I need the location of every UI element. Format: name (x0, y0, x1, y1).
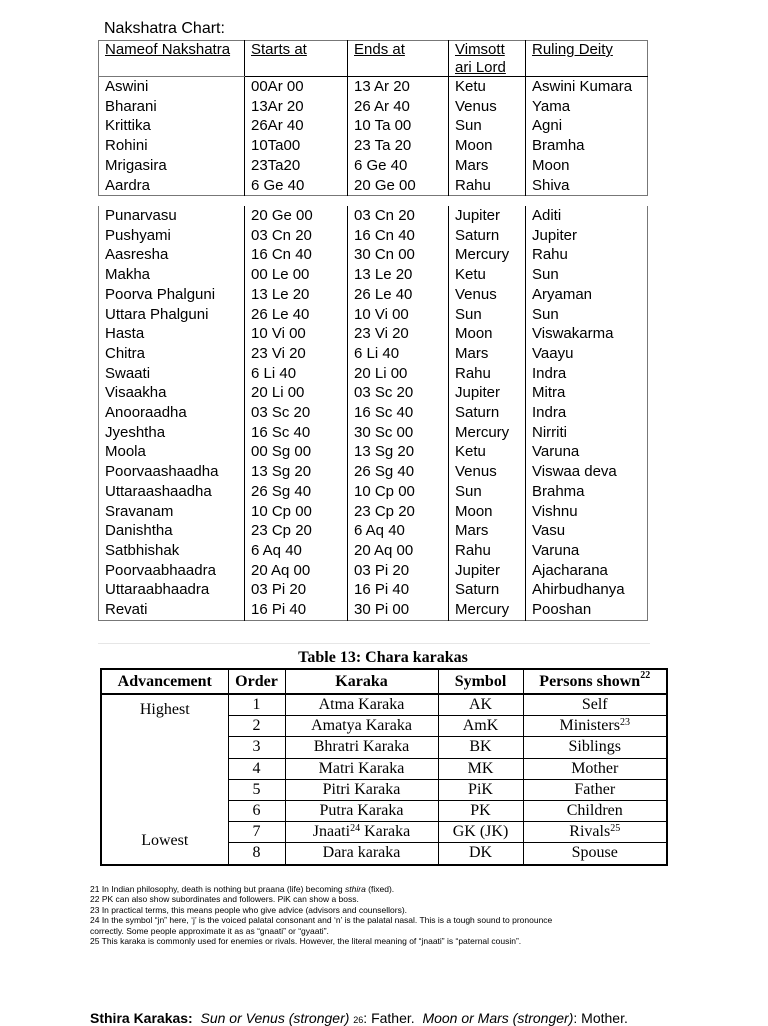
nakshatra-deity: Vishnu (526, 502, 648, 522)
karaka-name (285, 758, 438, 779)
karaka-person-text: Children (566, 802, 623, 820)
nakshatra-row (99, 265, 648, 285)
nakshatra-deity: Rahu (526, 245, 648, 265)
nakshatra-start: 23Ta20 (245, 156, 348, 176)
karaka-order: 1 (228, 694, 285, 716)
nakshatra-name: Bharani (99, 97, 245, 117)
advancement-cell (101, 694, 228, 865)
nakshatra-name: Uttaraabhaadra (99, 580, 245, 600)
nakshatra-name: Punarvasu (99, 206, 245, 226)
karaka-symbol: PK (438, 800, 523, 821)
advancement-range (102, 695, 228, 855)
karaka-name-text: Amatya Karaka (311, 717, 412, 735)
sthira-mother-condition: Moon or Mars (stronger) (422, 1010, 574, 1026)
nakshatra-row (99, 344, 648, 364)
karaka-person (523, 843, 667, 865)
footnote-23: 23 In practical terms, this means people who give advice (advisors and counsellors). (90, 904, 408, 915)
nakshatra-deity: Bramha (526, 136, 648, 156)
karaka-name (285, 822, 438, 843)
nakshatra-name: Danishtha (99, 521, 245, 541)
nakshatra-deity: Viswakarma (526, 324, 648, 344)
karaka-person-text: Self (581, 696, 608, 714)
nakshatra-row (99, 156, 648, 176)
nakshatra-end: 16 Sc 40 (348, 403, 449, 423)
karaka-person-text: Father (574, 780, 616, 798)
nakshatra-ruler: Sun (449, 482, 526, 502)
nakshatra-ruler: Mercury (449, 245, 526, 265)
nakshatra-start: 20 Ge 00 (245, 206, 348, 226)
nakshatra-start: 13 Sg 20 (245, 462, 348, 482)
nakshatra-start: 20 Aq 00 (245, 561, 348, 581)
nakshatra-deity: Vaayu (526, 344, 648, 364)
nakshatra-table-part-1 (98, 40, 648, 196)
karaka-person-text: Spouse (571, 844, 618, 862)
footnote-21-tail: (fixed). (365, 884, 395, 894)
karaka-header-row (101, 669, 667, 694)
header-order: Order (228, 669, 285, 694)
karaka-person-text: Ministers (559, 717, 620, 735)
karaka-name-text: Putra Karaka (319, 802, 404, 820)
nakshatra-ruler: Mercury (449, 423, 526, 443)
nakshatra-row (99, 541, 648, 561)
nakshatra-name: Satbhishak (99, 541, 245, 561)
nakshatra-deity: Sun (526, 305, 648, 325)
nakshatra-deity: Indra (526, 364, 648, 384)
nakshatra-name: Sravanam (99, 502, 245, 522)
nakshatra-row (99, 116, 648, 136)
nakshatra-ruler: Saturn (449, 226, 526, 246)
nakshatra-start: 00 Le 00 (245, 265, 348, 285)
nakshatra-name: Mrigasira (99, 156, 245, 176)
nakshatra-end: 10 Cp 00 (348, 482, 449, 502)
nakshatra-start: 03 Sc 20 (245, 403, 348, 423)
nakshatra-name: Uttara Phalguni (99, 305, 245, 325)
karaka-order: 2 (228, 716, 285, 737)
nakshatra-name: Poorvaabhaadra (99, 561, 245, 581)
karaka-symbol: PiK (438, 779, 523, 800)
nakshatra-row (99, 176, 648, 196)
nakshatra-end: 30 Sc 00 (348, 423, 449, 443)
nakshatra-row (99, 206, 648, 226)
nakshatra-name: Poorvaashaadha (99, 462, 245, 482)
nakshatra-ruler: Sun (449, 305, 526, 325)
karaka-name-tail: Karaka (360, 823, 411, 841)
karaka-symbol: DK (438, 843, 523, 865)
advancement-lowest: Lowest (141, 832, 189, 849)
nakshatra-name: Krittika (99, 116, 245, 136)
nakshatra-end: 6 Ge 40 (348, 156, 449, 176)
chara-karakas-table (100, 668, 668, 866)
karaka-symbol: BK (438, 737, 523, 758)
nakshatra-name: Aswini (99, 77, 245, 97)
footnote-21-text: 21 In Indian philosophy, death is nothing but praana (life) becoming (90, 884, 346, 894)
karaka-name-text: Atma Karaka (318, 696, 405, 714)
nakshatra-row (99, 462, 648, 482)
nakshatra-deity: Shiva (526, 176, 648, 196)
nakshatra-end: 10 Vi 00 (348, 305, 449, 325)
footnote-24-continued: correctly. Some people approximate it as as “gnaati” or “gyaati”. (90, 925, 329, 936)
nakshatra-ruler: Rahu (449, 364, 526, 384)
nakshatra-name: Jyeshtha (99, 423, 245, 443)
nakshatra-end: 16 Cn 40 (348, 226, 449, 246)
header-ends-at: Ends at (348, 41, 449, 77)
nakshatra-name: Makha (99, 265, 245, 285)
nakshatra-start: 10Ta00 (245, 136, 348, 156)
nakshatra-ruler: Venus (449, 285, 526, 305)
nakshatra-start: 6 Ge 40 (245, 176, 348, 196)
nakshatra-end: 23 Ta 20 (348, 136, 449, 156)
nakshatra-name: Rohini (99, 136, 245, 156)
nakshatra-end: 16 Pi 40 (348, 580, 449, 600)
chara-karakas-title: Table 13: Chara karakas (298, 649, 468, 666)
karaka-symbol: GK (JK) (438, 822, 523, 843)
nakshatra-ruler: Ketu (449, 77, 526, 97)
nakshatra-row (99, 442, 648, 462)
footnote-ref: 25 (610, 823, 621, 835)
nakshatra-end: 26 Sg 40 (348, 462, 449, 482)
nakshatra-row (99, 600, 648, 620)
nakshatra-start: 00 Sg 00 (245, 442, 348, 462)
nakshatra-name: Hasta (99, 324, 245, 344)
nakshatra-row (99, 561, 648, 581)
nakshatra-name: Poorva Phalguni (99, 285, 245, 305)
nakshatra-row (99, 482, 648, 502)
nakshatra-row (99, 97, 648, 117)
karaka-row (101, 694, 667, 716)
karaka-name (285, 800, 438, 821)
nakshatra-start: 10 Cp 00 (245, 502, 348, 522)
karaka-symbol: MK (438, 758, 523, 779)
nakshatra-start: 26 Le 40 (245, 305, 348, 325)
nakshatra-deity: Brahma (526, 482, 648, 502)
nakshatra-ruler: Venus (449, 462, 526, 482)
nakshatra-ruler: Moon (449, 502, 526, 522)
nakshatra-end: 03 Sc 20 (348, 383, 449, 403)
nakshatra-start: 10 Vi 00 (245, 324, 348, 344)
karaka-name-text: Jnaati (312, 823, 351, 841)
nakshatra-ruler: Saturn (449, 580, 526, 600)
karaka-name (285, 737, 438, 758)
nakshatra-ruler: Moon (449, 324, 526, 344)
nakshatra-name: Uttaraashaadha (99, 482, 245, 502)
section-divider (98, 643, 650, 644)
nakshatra-row (99, 580, 648, 600)
karaka-name-text: Pitri Karaka (322, 780, 401, 798)
nakshatra-deity: Varuna (526, 541, 648, 561)
nakshatra-ruler: Venus (449, 97, 526, 117)
header-persons-shown (523, 669, 667, 694)
nakshatra-start: 26Ar 40 (245, 116, 348, 136)
karaka-person (523, 716, 667, 737)
nakshatra-start: 20 Li 00 (245, 383, 348, 403)
nakshatra-deity: Vasu (526, 521, 648, 541)
nakshatra-ruler: Ketu (449, 442, 526, 462)
header-advancement: Advancement (101, 669, 228, 694)
karaka-order: 6 (228, 800, 285, 821)
nakshatra-end: 6 Li 40 (348, 344, 449, 364)
nakshatra-row (99, 502, 648, 522)
footnote-21 (90, 884, 650, 894)
nakshatra-start: 13 Le 20 (245, 285, 348, 305)
nakshatra-end: 13 Ar 20 (348, 77, 449, 97)
nakshatra-start: 03 Cn 20 (245, 226, 348, 246)
karaka-name-text: Bhratri Karaka (313, 738, 410, 756)
nakshatra-end: 30 Cn 00 (348, 245, 449, 265)
nakshatra-name: Revati (99, 600, 245, 620)
karaka-name (285, 716, 438, 737)
header-karaka: Karaka (285, 669, 438, 694)
nakshatra-start: 26 Sg 40 (245, 482, 348, 502)
karaka-person (523, 694, 667, 716)
nakshatra-end: 26 Le 40 (348, 285, 449, 305)
karaka-name (285, 843, 438, 865)
nakshatra-ruler: Rahu (449, 176, 526, 196)
karaka-order: 3 (228, 737, 285, 758)
footnote-22: 22 PK can also show subordinates and followers. PiK can show a boss. (90, 894, 359, 905)
nakshatra-row (99, 136, 648, 156)
nakshatra-ruler: Jupiter (449, 383, 526, 403)
karaka-symbol: AmK (438, 716, 523, 737)
nakshatra-row (99, 364, 648, 384)
karaka-person (523, 800, 667, 821)
nakshatra-row (99, 305, 648, 325)
nakshatra-start: 23 Cp 20 (245, 521, 348, 541)
nakshatra-deity: Nirriti (526, 423, 648, 443)
sthira-father: : Father. (363, 1010, 415, 1026)
nakshatra-name: Swaati (99, 364, 245, 384)
sthira-karakas-label: Sthira Karakas: (90, 1010, 193, 1026)
nakshatra-chart-title: Nakshatra Chart: (104, 20, 225, 37)
header-name: Nameof Nakshatra (99, 41, 245, 77)
nakshatra-end: 6 Aq 40 (348, 521, 449, 541)
nakshatra-name: Aasresha (99, 245, 245, 265)
nakshatra-ruler: Mars (449, 521, 526, 541)
nakshatra-deity: Sun (526, 265, 648, 285)
nakshatra-row (99, 226, 648, 246)
footnote-ref: 24 (350, 823, 361, 835)
header-ruling-deity: Ruling Deity (526, 41, 648, 77)
nakshatra-deity: Viswaa deva (526, 462, 648, 482)
nakshatra-name: Anooraadha (99, 403, 245, 423)
karaka-order: 8 (228, 843, 285, 865)
nakshatra-ruler: Sun (449, 116, 526, 136)
nakshatra-name: Pushyami (99, 226, 245, 246)
sthira-father-condition: Sun or Venus (stronger) (200, 1010, 350, 1026)
karaka-person (523, 822, 667, 843)
header-persons-text: Persons shown (539, 672, 641, 690)
nakshatra-deity: Aditi (526, 206, 648, 226)
nakshatra-ruler: Mars (449, 344, 526, 364)
nakshatra-end: 10 Ta 00 (348, 116, 449, 136)
nakshatra-deity: Jupiter (526, 226, 648, 246)
nakshatra-deity: Mitra (526, 383, 648, 403)
nakshatra-start: 16 Cn 40 (245, 245, 348, 265)
nakshatra-ruler: Mercury (449, 600, 526, 620)
nakshatra-start: 16 Pi 40 (245, 600, 348, 620)
nakshatra-deity: Ahirbudhanya (526, 580, 648, 600)
nakshatra-ruler: Jupiter (449, 561, 526, 581)
nakshatra-name: Chitra (99, 344, 245, 364)
nakshatra-end: 13 Sg 20 (348, 442, 449, 462)
sthira-mother: : Mother. (573, 1010, 628, 1026)
nakshatra-deity: Agni (526, 116, 648, 136)
nakshatra-ruler: Jupiter (449, 206, 526, 226)
karaka-order: 7 (228, 822, 285, 843)
footnote-24: 24 In the symbol “jn” here, ‘j’ is the voiced palatal consonant and ‘n’ is the palatal nasal. This is a tough sound to pronounce (90, 915, 553, 926)
nakshatra-end: 20 Aq 00 (348, 541, 449, 561)
nakshatra-row (99, 521, 648, 541)
nakshatra-end: 03 Cn 20 (348, 206, 449, 226)
karaka-person-text: Siblings (568, 738, 621, 756)
nakshatra-end: 23 Vi 20 (348, 324, 449, 344)
nakshatra-row (99, 245, 648, 265)
nakshatra-deity: Moon (526, 156, 648, 176)
karaka-symbol: AK (438, 694, 523, 716)
karaka-person (523, 758, 667, 779)
nakshatra-end: 23 Cp 20 (348, 502, 449, 522)
nakshatra-name: Visaakha (99, 383, 245, 403)
nakshatra-start: 6 Li 40 (245, 364, 348, 384)
nakshatra-deity: Aswini Kumara (526, 77, 648, 97)
nakshatra-header-row (99, 41, 648, 77)
nakshatra-name: Moola (99, 442, 245, 462)
nakshatra-start: 16 Sc 40 (245, 423, 348, 443)
footnote-25: 25 This karaka is commonly used for enemies or rivals. However, the literal meaning of “jnaati” is “paternal cousin”. (90, 936, 522, 947)
nakshatra-deity: Yama (526, 97, 648, 117)
nakshatra-row (99, 423, 648, 443)
nakshatra-row (99, 285, 648, 305)
karaka-name (285, 779, 438, 800)
nakshatra-start: 13Ar 20 (245, 97, 348, 117)
nakshatra-end: 20 Li 00 (348, 364, 449, 384)
nakshatra-ruler: Saturn (449, 403, 526, 423)
nakshatra-row (99, 403, 648, 423)
nakshatra-start: 00Ar 00 (245, 77, 348, 97)
advancement-highest: Highest (139, 701, 190, 718)
footnote-ref-22: 22 (640, 669, 651, 681)
nakshatra-table-part-2 (98, 206, 648, 621)
karaka-name (285, 694, 438, 716)
nakshatra-deity: Ajacharana (526, 561, 648, 581)
nakshatra-ruler: Mars (449, 156, 526, 176)
karaka-person-text: Rivals (569, 823, 611, 841)
header-symbol: Symbol (438, 669, 523, 694)
nakshatra-row (99, 77, 648, 97)
nakshatra-ruler: Moon (449, 136, 526, 156)
nakshatra-end: 20 Ge 00 (348, 176, 449, 196)
footnote-ref: 23 (619, 717, 630, 729)
karaka-order: 4 (228, 758, 285, 779)
karaka-name-text: Dara karaka (322, 844, 401, 862)
nakshatra-ruler: Ketu (449, 265, 526, 285)
nakshatra-end: 13 Le 20 (348, 265, 449, 285)
nakshatra-start: 03 Pi 20 (245, 580, 348, 600)
nakshatra-ruler: Rahu (449, 541, 526, 561)
footnote-21-emphasis: sthira (345, 884, 366, 894)
nakshatra-end: 03 Pi 20 (348, 561, 449, 581)
nakshatra-end: 30 Pi 00 (348, 600, 449, 620)
nakshatra-start: 6 Aq 40 (245, 541, 348, 561)
header-starts-at: Starts at (245, 41, 348, 77)
karaka-person (523, 779, 667, 800)
karaka-name-text: Matri Karaka (318, 759, 405, 777)
nakshatra-deity: Pooshan (526, 600, 648, 620)
nakshatra-deity: Indra (526, 403, 648, 423)
karaka-order: 5 (228, 779, 285, 800)
footnotes (90, 884, 650, 946)
nakshatra-start: 23 Vi 20 (245, 344, 348, 364)
nakshatra-deity: Varuna (526, 442, 648, 462)
nakshatra-name: Aardra (99, 176, 245, 196)
nakshatra-row (99, 383, 648, 403)
nakshatra-row (99, 324, 648, 344)
karaka-person (523, 737, 667, 758)
header-vimsottari-lord-text: Vimsott ari Lord (455, 41, 506, 76)
footnote-ref-26: 26 (353, 1015, 364, 1025)
header-vimsottari-lord (449, 41, 526, 77)
nakshatra-end: 26 Ar 40 (348, 97, 449, 117)
nakshatra-deity: Aryaman (526, 285, 648, 305)
karaka-person-text: Mother (571, 759, 619, 777)
